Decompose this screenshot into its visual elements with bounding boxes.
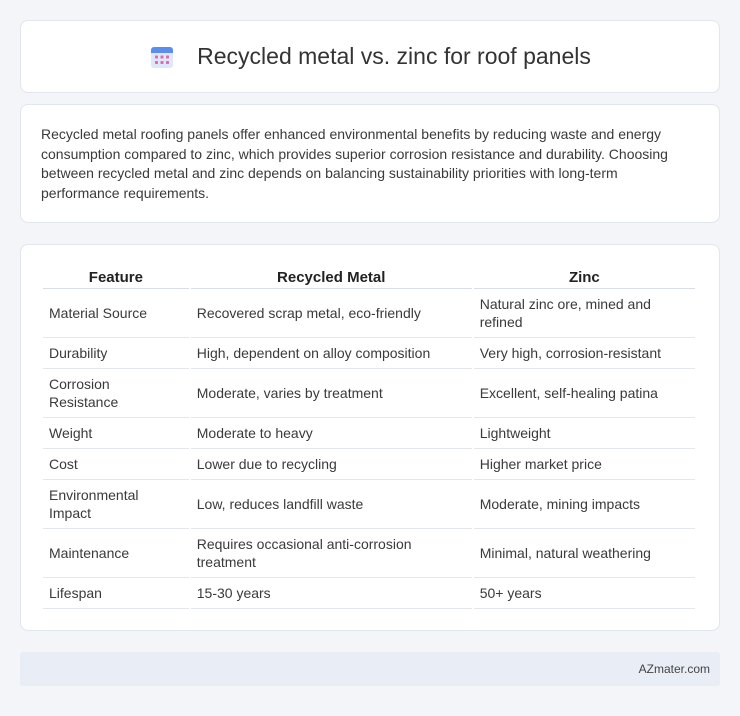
recycled-metal-cell: Low, reduces landfill waste <box>191 480 472 529</box>
zinc-cell: Natural zinc ore, mined and refined <box>474 289 695 338</box>
recycled-metal-cell: Moderate to heavy <box>191 418 472 449</box>
table-card <box>20 244 720 631</box>
zinc-cell: 50+ years <box>474 578 695 609</box>
footer-bar <box>20 652 720 686</box>
header-recycled-metal: Recycled Metal <box>191 267 472 289</box>
calendar-icon <box>149 44 175 70</box>
comparison-table <box>41 267 697 609</box>
table-row <box>43 338 695 369</box>
zinc-cell: Higher market price <box>474 449 695 480</box>
intro-text: Recycled metal roofing panels offer enhanced environmental benefits by reducing waste and energy consumption compared to zinc, which provides superior corrosion resistance and durability. Choosing between recycled metal and zinc depends on balancing sustainability priorities with long-term performance requirements. <box>41 126 668 201</box>
zinc-cell: Moderate, mining impacts <box>474 480 695 529</box>
recycled-metal-cell: High, dependent on alloy composition <box>191 338 472 369</box>
feature-cell: Durability <box>43 338 189 369</box>
header-card <box>20 20 720 93</box>
footer-site-name: AZmater.com <box>638 662 710 676</box>
intro-card <box>20 104 720 223</box>
table-header-row <box>43 267 695 289</box>
header-zinc: Zinc <box>474 267 695 289</box>
zinc-cell: Excellent, self-healing patina <box>474 369 695 418</box>
page-title: Recycled metal vs. zinc for roof panels <box>197 43 591 69</box>
recycled-metal-cell: 15-30 years <box>191 578 472 609</box>
feature-cell: Maintenance <box>43 529 189 578</box>
table-row <box>43 418 695 449</box>
feature-cell: Environmental Impact <box>43 480 189 529</box>
feature-cell: Corrosion Resistance <box>43 369 189 418</box>
header-feature: Feature <box>43 267 189 289</box>
table-row <box>43 369 695 418</box>
table-row <box>43 578 695 609</box>
feature-cell: Weight <box>43 418 189 449</box>
feature-cell: Cost <box>43 449 189 480</box>
recycled-metal-cell: Moderate, varies by treatment <box>191 369 472 418</box>
table-row <box>43 529 695 578</box>
zinc-cell: Minimal, natural weathering <box>474 529 695 578</box>
feature-cell: Material Source <box>43 289 189 338</box>
recycled-metal-cell: Lower due to recycling <box>191 449 472 480</box>
zinc-cell: Lightweight <box>474 418 695 449</box>
table-row <box>43 480 695 529</box>
table-row <box>43 449 695 480</box>
feature-cell: Lifespan <box>43 578 189 609</box>
zinc-cell: Very high, corrosion-resistant <box>474 338 695 369</box>
header-inner <box>149 43 591 70</box>
table-row <box>43 289 695 338</box>
recycled-metal-cell: Requires occasional anti-corrosion treatment <box>191 529 472 578</box>
recycled-metal-cell: Recovered scrap metal, eco-friendly <box>191 289 472 338</box>
